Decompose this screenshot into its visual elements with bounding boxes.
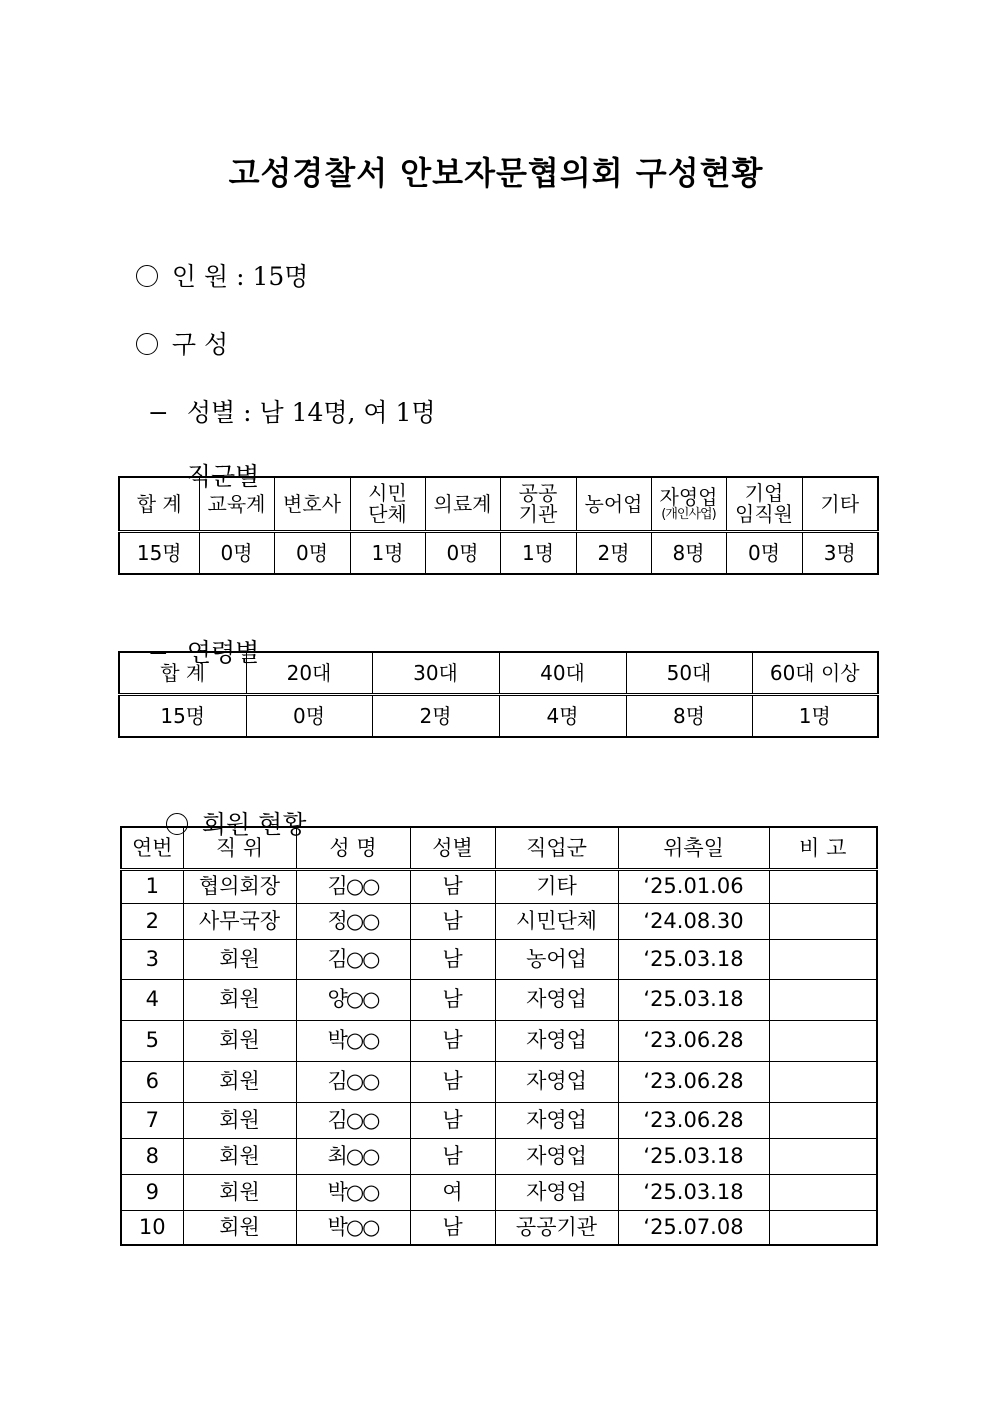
circle-bullet-icon	[136, 333, 158, 355]
seq-cell: 10	[121, 1210, 183, 1245]
occupation-header-cell	[119, 477, 199, 532]
dash-bullet-icon: −	[147, 462, 169, 491]
gender-line	[132, 364, 436, 429]
position-cell: 회원	[183, 1138, 296, 1174]
occupation-value-cell: 0명	[274, 532, 350, 575]
age-value-cell: 1명	[752, 695, 878, 738]
age-label: 연령별	[186, 638, 260, 667]
table-row	[121, 1210, 877, 1245]
members-header-cell: 연번	[121, 827, 183, 869]
headcount-line	[120, 228, 308, 293]
remarks-cell	[769, 903, 877, 939]
age-table	[118, 651, 879, 738]
occupation-value-row	[119, 532, 878, 575]
remarks-cell	[769, 1174, 877, 1210]
composition-text: 구 성	[171, 330, 229, 359]
members-header-cell: 성 명	[296, 827, 410, 869]
table-row	[121, 903, 877, 939]
gender-cell: 여	[410, 1174, 495, 1210]
occupation-value-cell: 0명	[425, 532, 500, 575]
appointed-date-cell: ‘25.03.18	[618, 979, 769, 1020]
members-header-cell: 직 위	[183, 827, 296, 869]
age-value-row	[119, 695, 878, 738]
name-cell: 박○○	[296, 1174, 410, 1210]
seq-cell: 6	[121, 1061, 183, 1102]
table-row	[121, 1102, 877, 1138]
gender-cell: 남	[410, 1210, 495, 1245]
seq-cell: 7	[121, 1102, 183, 1138]
occupation-header-line2: 기관	[518, 502, 558, 526]
gender-cell: 남	[410, 1061, 495, 1102]
table-row	[121, 1174, 877, 1210]
occupation-header-cell	[199, 477, 274, 532]
members-table	[120, 826, 878, 1246]
occupation-value-cell: 8명	[651, 532, 726, 575]
occupation-cell: 공공기관	[495, 1210, 618, 1245]
occupation-header-cell	[274, 477, 350, 532]
remarks-cell	[769, 1210, 877, 1245]
remarks-cell	[769, 1020, 877, 1061]
seq-cell: 4	[121, 979, 183, 1020]
appointed-date-cell: ‘25.07.08	[618, 1210, 769, 1245]
remarks-cell	[769, 939, 877, 979]
position-cell: 회원	[183, 979, 296, 1020]
appointed-date-cell: ‘25.01.06	[618, 869, 769, 903]
age-value-cell: 2명	[372, 695, 499, 738]
name-cell: 박○○	[296, 1020, 410, 1061]
seq-cell: 1	[121, 869, 183, 903]
gender-cell: 남	[410, 1102, 495, 1138]
gender-cell: 남	[410, 979, 495, 1020]
occupation-header-cell	[576, 477, 651, 532]
gender-text: 성별 : 남 14명, 여 1명	[186, 398, 436, 427]
seq-cell: 8	[121, 1138, 183, 1174]
occupation-cell: 농어업	[495, 939, 618, 979]
members-header-cell: 비 고	[769, 827, 877, 869]
age-header-cell: 20대	[246, 652, 372, 695]
position-cell: 회원	[183, 1061, 296, 1102]
position-cell: 협의회장	[183, 869, 296, 903]
occupation-value-cell: 15명	[119, 532, 199, 575]
gender-cell: 남	[410, 1138, 495, 1174]
occupation-header-cell	[425, 477, 500, 532]
appointed-date-cell: ‘23.06.28	[618, 1020, 769, 1061]
occupation-header-line1: 교육계	[207, 491, 266, 516]
occupation-value-cell: 2명	[576, 532, 651, 575]
occupation-header-cell	[651, 477, 726, 532]
age-header-cell: 60대 이상	[752, 652, 878, 695]
occupation-header-line1: 합 계	[136, 491, 182, 516]
occupation-cell: 자영업	[495, 979, 618, 1020]
occupation-header-line1: 자영업	[659, 484, 718, 509]
appointed-date-cell: ‘25.03.18	[618, 1174, 769, 1210]
members-header-cell: 직업군	[495, 827, 618, 869]
appointed-date-cell: ‘23.06.28	[618, 1102, 769, 1138]
age-value-cell: 15명	[119, 695, 246, 738]
occupation-header-cell	[802, 477, 878, 532]
appointed-date-cell: ‘25.03.18	[618, 1138, 769, 1174]
occupation-value-cell: 3명	[802, 532, 878, 575]
name-cell: 최○○	[296, 1138, 410, 1174]
occupation-header-line1: 기타	[820, 491, 860, 516]
appointed-date-cell: ‘25.03.18	[618, 939, 769, 979]
table-row	[121, 1138, 877, 1174]
occupation-value-cell: 0명	[726, 532, 802, 575]
age-header-cell: 합 계	[119, 652, 246, 695]
age-header-cell: 30대	[372, 652, 499, 695]
dash-bullet-icon: −	[147, 638, 169, 667]
members-label: 회원 현황	[201, 810, 307, 839]
occupation-header-line1: 의료계	[433, 491, 492, 516]
occupation-header-cell	[500, 477, 576, 532]
remarks-cell	[769, 1138, 877, 1174]
occupation-header-cell	[350, 477, 425, 532]
occupation-cell: 자영업	[495, 1061, 618, 1102]
position-cell: 회원	[183, 1102, 296, 1138]
occupation-cell: 기타	[495, 869, 618, 903]
seq-cell: 2	[121, 903, 183, 939]
occupation-header-line1: 공공	[518, 481, 558, 505]
appointed-date-cell: ‘23.06.28	[618, 1061, 769, 1102]
occupation-cell: 자영업	[495, 1138, 618, 1174]
occupation-header-line1: 변호사	[283, 491, 341, 516]
age-value-cell: 4명	[499, 695, 626, 738]
seq-cell: 9	[121, 1174, 183, 1210]
gender-cell: 남	[410, 939, 495, 979]
position-cell: 회원	[183, 1020, 296, 1061]
age-value-cell: 0명	[246, 695, 372, 738]
occupation-header-cell	[726, 477, 802, 532]
remarks-cell	[769, 1102, 877, 1138]
members-header-row	[121, 827, 877, 869]
age-header-row	[119, 652, 878, 695]
occupation-cell: 시민단체	[495, 903, 618, 939]
table-row	[121, 939, 877, 979]
age-header-cell: 50대	[626, 652, 752, 695]
occupation-header-row	[119, 477, 878, 532]
occupation-header-line1: 시민	[368, 481, 407, 505]
table-row	[121, 869, 877, 903]
table-row	[121, 979, 877, 1020]
occupation-value-cell: 0명	[199, 532, 274, 575]
name-cell: 김○○	[296, 1102, 410, 1138]
gender-cell: 남	[410, 903, 495, 939]
appointed-date-cell: ‘24.08.30	[618, 903, 769, 939]
occupation-cell: 자영업	[495, 1102, 618, 1138]
seq-cell: 3	[121, 939, 183, 979]
occupation-value-cell: 1명	[500, 532, 576, 575]
composition-line	[120, 296, 228, 361]
position-cell: 회원	[183, 1174, 296, 1210]
occupation-header-line2: 단체	[368, 502, 407, 526]
gender-cell: 남	[410, 1020, 495, 1061]
occupation-label: 직군별	[186, 462, 260, 491]
age-header-cell: 40대	[499, 652, 626, 695]
members-header-cell: 위촉일	[618, 827, 769, 869]
name-cell: 박○○	[296, 1210, 410, 1245]
name-cell: 정○○	[296, 903, 410, 939]
name-cell: 김○○	[296, 1061, 410, 1102]
name-cell: 김○○	[296, 939, 410, 979]
age-value-cell: 8명	[626, 695, 752, 738]
page-title: 고성경찰서 안보자문협의회 구성현황	[228, 154, 764, 192]
dash-bullet-icon: −	[147, 398, 169, 427]
gender-cell: 남	[410, 869, 495, 903]
occupation-header-line2: (개인사업)	[661, 506, 716, 522]
occupation-cell: 자영업	[495, 1020, 618, 1061]
table-row	[121, 1020, 877, 1061]
position-cell: 회원	[183, 939, 296, 979]
remarks-cell	[769, 1061, 877, 1102]
occupation-cell: 자영업	[495, 1174, 618, 1210]
occupation-table	[118, 476, 879, 575]
seq-cell: 5	[121, 1020, 183, 1061]
table-row	[121, 1061, 877, 1102]
position-cell: 사무국장	[183, 903, 296, 939]
occupation-header-line1: 기업	[744, 481, 784, 505]
members-header-cell: 성별	[410, 827, 495, 869]
occupation-value-cell: 1명	[350, 532, 425, 575]
headcount-text: 인 원 : 15명	[171, 262, 309, 291]
occupation-header-line2: 임직원	[735, 502, 793, 526]
occupation-header-line1: 농어업	[584, 491, 643, 516]
name-cell: 양○○	[296, 979, 410, 1020]
remarks-cell	[769, 979, 877, 1020]
circle-bullet-icon	[136, 265, 158, 287]
name-cell: 김○○	[296, 869, 410, 903]
remarks-cell	[769, 869, 877, 903]
position-cell: 회원	[183, 1210, 296, 1245]
